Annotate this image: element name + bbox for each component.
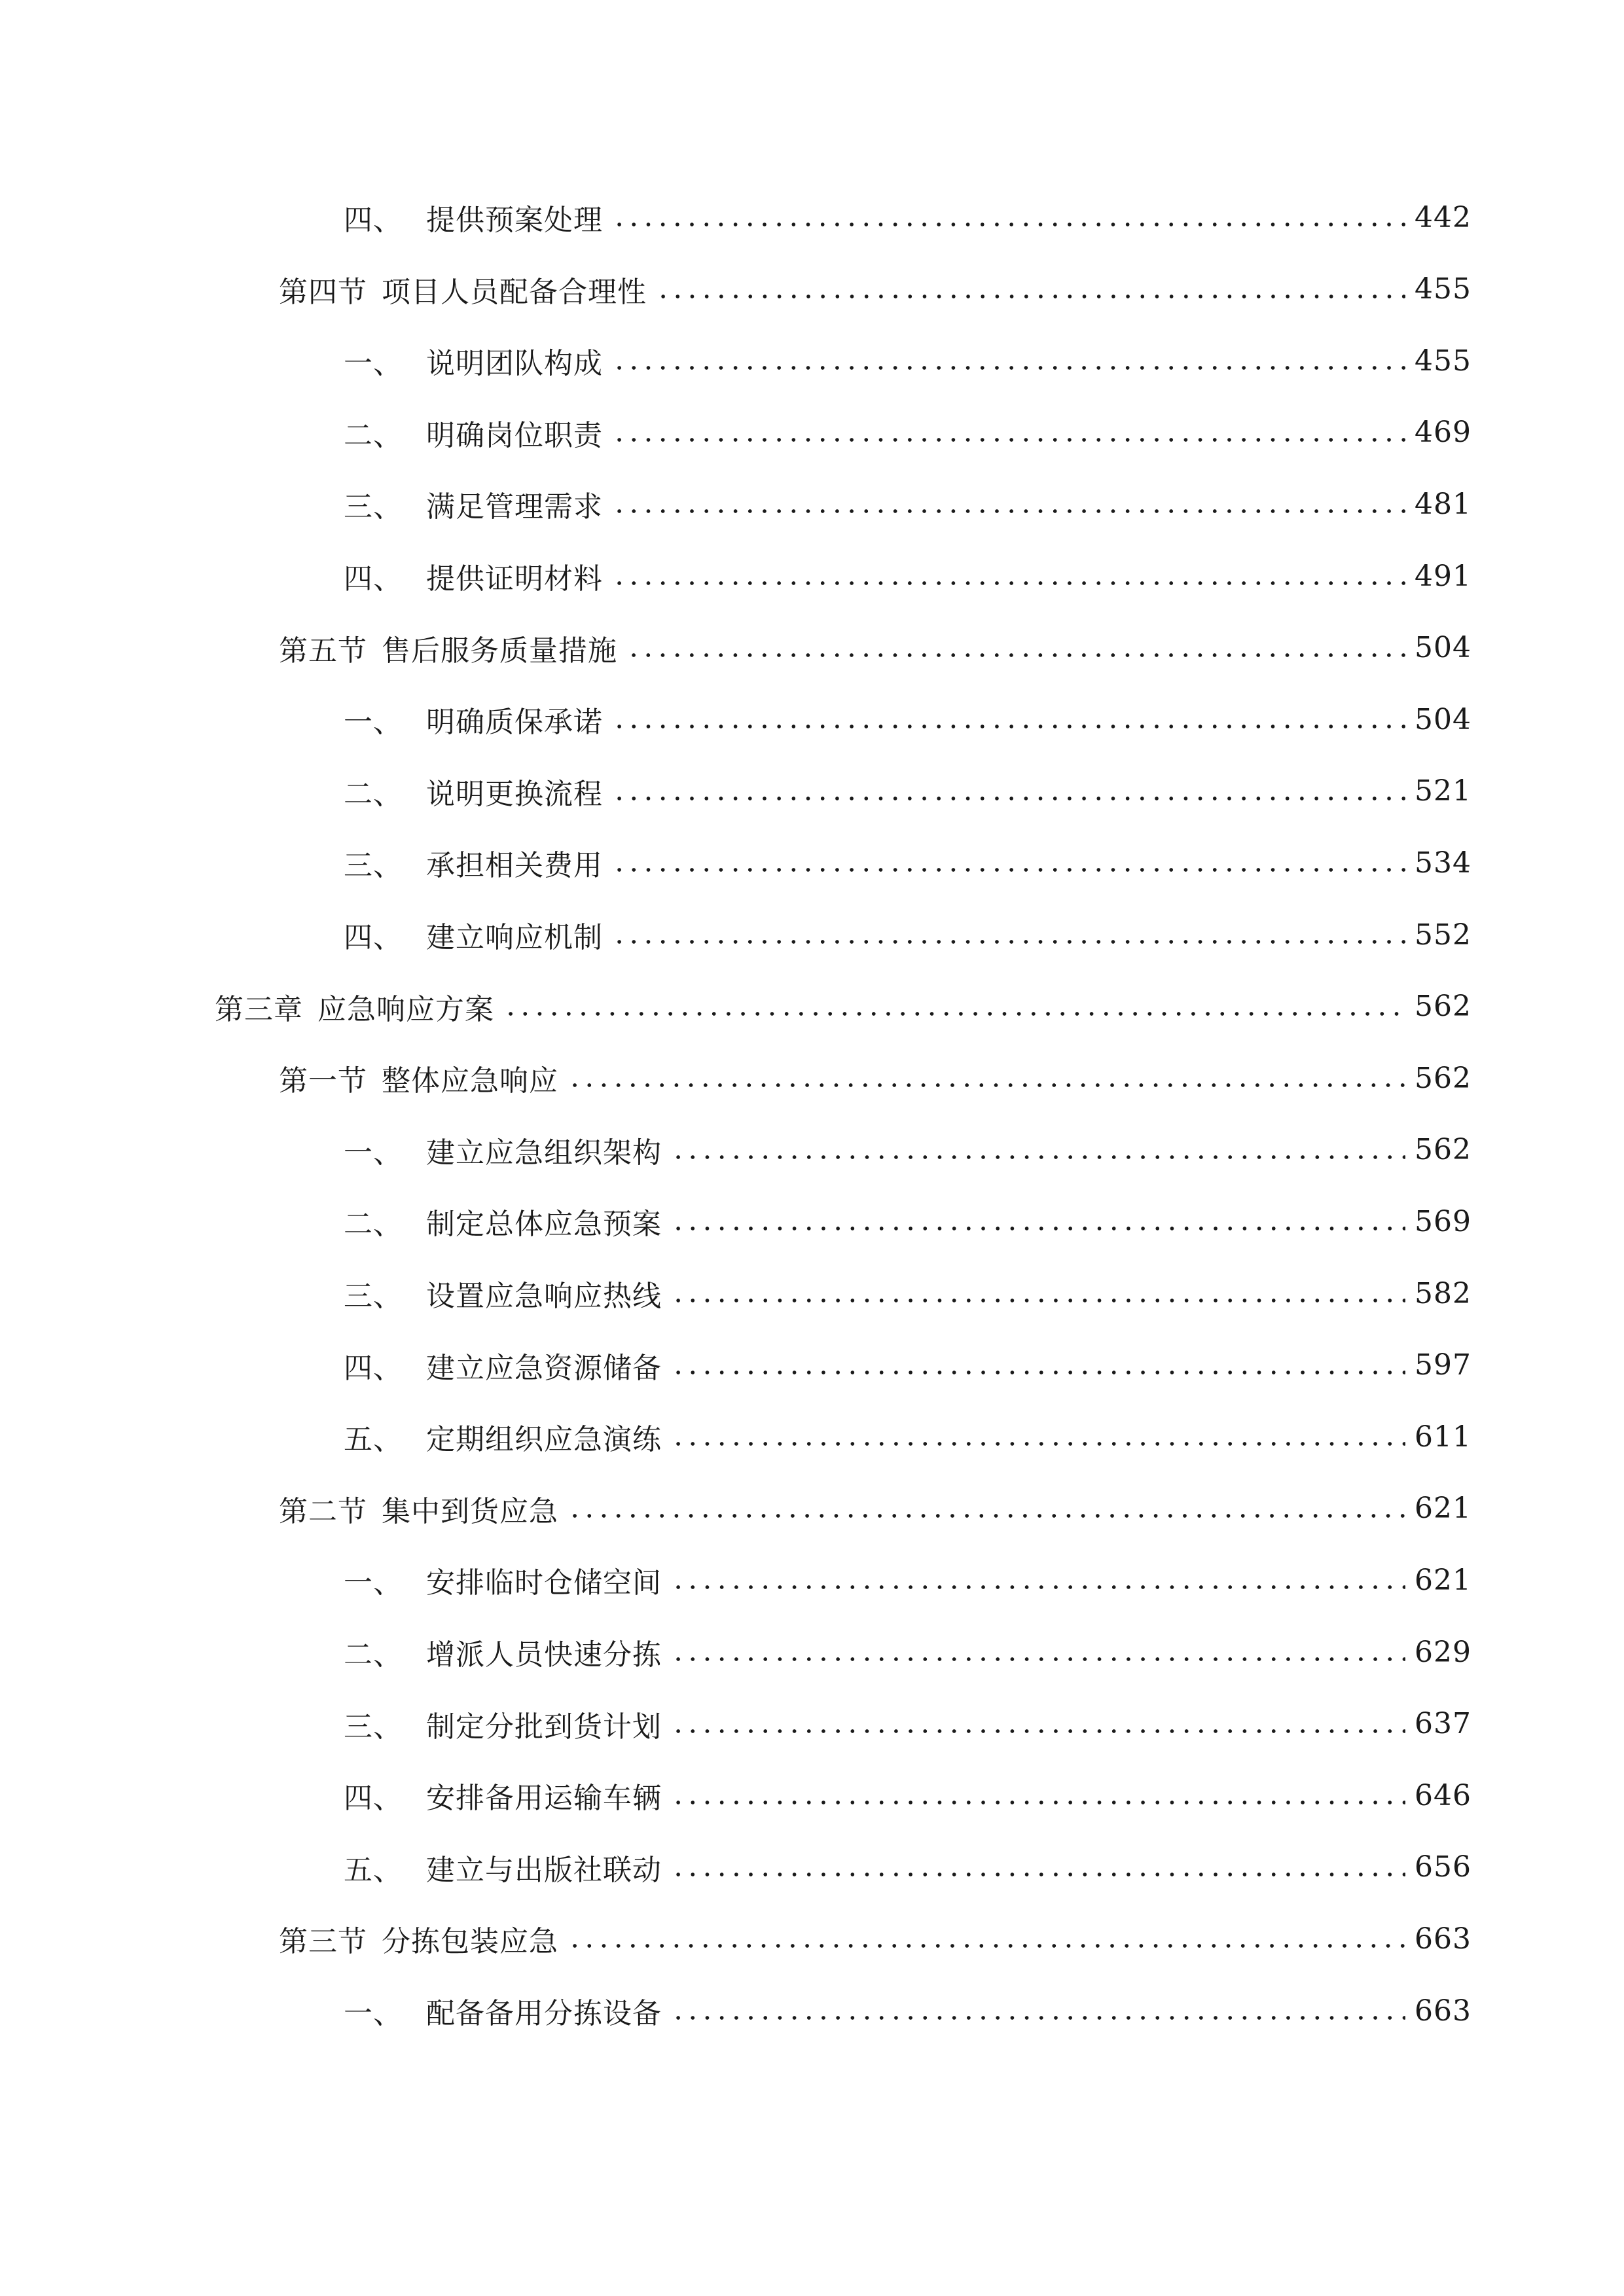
toc-entry-item[interactable] (0, 1698, 1624, 1750)
toc-entry-label (344, 770, 612, 812)
dot-leader (612, 836, 1405, 889)
toc-entry-page-number: 597 (1408, 1348, 1471, 1382)
toc-entry-label (344, 1703, 671, 1745)
toc-entry-title: 集中到货应急 (382, 1494, 558, 1528)
toc-entry-title: 设置应急响应热线 (426, 1280, 662, 1313)
toc-entry-item[interactable] (0, 1554, 1624, 1606)
dot-leader (671, 1339, 1405, 1391)
toc-entry-label (279, 1057, 568, 1099)
dot-leader (612, 693, 1405, 745)
toc-entry-label (344, 555, 612, 597)
toc-entry-number: 五、 (344, 1423, 403, 1457)
toc-entry-section[interactable] (0, 1482, 1624, 1535)
toc-entry-number: 二、 (344, 418, 403, 452)
dot-leader (671, 1410, 1405, 1463)
toc-entry-title: 安排临时仓储空间 (426, 1566, 662, 1600)
toc-entry-page-number: 455 (1408, 272, 1471, 306)
dot-leader (671, 1554, 1405, 1606)
toc-entry-label (344, 1774, 671, 1816)
toc-entry-page-number: 582 (1408, 1277, 1471, 1310)
toc-entry-number: 一、 (344, 1997, 403, 2030)
toc-entry-title: 说明更换流程 (426, 777, 603, 811)
toc-entry-number: 第三节 (279, 1925, 367, 1959)
toc-entry-section[interactable] (0, 622, 1624, 674)
toc-entry-label (344, 1990, 671, 2032)
toc-entry-number: 一、 (344, 347, 403, 381)
toc-entry-label (215, 986, 503, 1028)
toc-entry-page-number: 491 (1408, 560, 1471, 593)
toc-entry-number: 三、 (344, 1280, 403, 1313)
toc-entry-item[interactable] (0, 334, 1624, 387)
dot-leader (612, 550, 1405, 602)
toc-entry-label (344, 1200, 671, 1242)
toc-entry-page-number: 455 (1408, 344, 1471, 378)
toc-entry-title: 提供证明材料 (426, 562, 603, 596)
toc-entry-number: 一、 (344, 706, 403, 740)
toc-entry-label (279, 1488, 568, 1530)
toc-entry-page-number: 504 (1408, 703, 1471, 736)
toc-entry-page-number: 552 (1408, 918, 1471, 952)
dot-leader (671, 1626, 1405, 1678)
toc-entry-label (344, 1416, 671, 1458)
toc-entry-page-number: 504 (1408, 631, 1471, 664)
dot-leader (671, 1124, 1405, 1176)
toc-entry-number: 二、 (344, 1208, 403, 1242)
toc-entry-item[interactable] (0, 406, 1624, 459)
toc-entry-page-number: 646 (1408, 1779, 1471, 1812)
toc-entry-label (344, 914, 612, 956)
toc-entry-number: 第三章 (215, 992, 303, 1026)
toc-entry-title: 建立应急资源储备 (426, 1351, 662, 1385)
toc-entry-item[interactable] (0, 1769, 1624, 1821)
toc-entry-title: 配备备用分拣设备 (426, 1997, 662, 2030)
dot-leader (671, 1984, 1405, 2037)
toc-entry-page-number: 663 (1408, 1994, 1471, 2028)
toc-entry-page-number: 469 (1408, 416, 1471, 449)
toc-entry-page-number: 481 (1408, 488, 1471, 521)
toc-entry-number: 五、 (344, 1853, 403, 1887)
toc-entry-page-number: 637 (1408, 1707, 1471, 1740)
toc-entry-page-number: 521 (1408, 774, 1471, 808)
dot-leader (671, 1195, 1405, 1247)
toc-entry-section[interactable] (0, 263, 1624, 315)
toc-entry-label (344, 340, 612, 382)
toc-entry-number: 二、 (344, 777, 403, 811)
toc-entry-number: 四、 (344, 1351, 403, 1385)
toc-entry-title: 应急响应方案 (317, 992, 494, 1026)
toc-entry-title: 制定总体应急预案 (426, 1208, 662, 1242)
toc-entry-item[interactable] (0, 191, 1624, 243)
toc-entry-title: 建立应急组织架构 (426, 1136, 662, 1170)
toc-entry-page-number: 442 (1408, 201, 1471, 234)
toc-entry-label (344, 1559, 671, 1601)
toc-entry-item[interactable] (0, 908, 1624, 961)
toc-entry-page-number: 562 (1408, 1133, 1471, 1166)
toc-entry-number: 四、 (344, 1782, 403, 1816)
toc-entry-number: 一、 (344, 1136, 403, 1170)
toc-entry-number: 三、 (344, 1710, 403, 1744)
toc-entry-number: 第四节 (279, 275, 367, 309)
toc-entry-title: 建立响应机制 (426, 921, 603, 954)
dot-leader (626, 622, 1405, 674)
dot-leader (612, 191, 1405, 243)
toc-entry-title: 项目人员配备合理性 (382, 275, 647, 309)
toc-entry-label (279, 1918, 568, 1960)
toc-entry-item[interactable] (0, 1124, 1624, 1176)
toc-entry-label (344, 483, 612, 525)
toc-entry-label (344, 698, 612, 740)
dot-leader (671, 1267, 1405, 1319)
toc-entry-item[interactable] (0, 765, 1624, 817)
toc-entry-page-number: 611 (1408, 1420, 1471, 1454)
toc-entry-label (344, 1129, 671, 1171)
toc-entry-label (344, 196, 612, 238)
dot-leader (671, 1698, 1405, 1750)
toc-entry-page-number: 534 (1408, 846, 1471, 880)
toc-entry-label (279, 627, 626, 669)
toc-entry-title: 分拣包装应急 (382, 1925, 558, 1959)
toc-entry-label (344, 1846, 671, 1888)
toc-entry-item[interactable] (0, 1339, 1624, 1391)
toc-entry-item[interactable] (0, 478, 1624, 530)
toc-entry-title: 承担相关费用 (426, 849, 603, 883)
toc-entry-title: 增派人员快速分拣 (426, 1638, 662, 1672)
toc-entry-label (344, 1631, 671, 1673)
toc-entry-label (279, 268, 656, 310)
toc-entry-title: 整体应急响应 (382, 1064, 558, 1098)
toc-entry-number: 三、 (344, 849, 403, 883)
toc-entry-page-number: 562 (1408, 1062, 1471, 1095)
toc-entry-number: 第二节 (279, 1494, 367, 1528)
toc-entry-number: 三、 (344, 490, 403, 524)
toc-entry-item[interactable] (0, 550, 1624, 602)
toc-entry-page-number: 569 (1408, 1205, 1471, 1238)
toc-entry-title: 建立与出版社联动 (426, 1853, 662, 1887)
dot-leader (671, 1769, 1405, 1821)
toc-entry-page-number: 562 (1408, 990, 1471, 1023)
toc-entry-page-number: 663 (1408, 1922, 1471, 1956)
toc-entry-page-number: 656 (1408, 1850, 1471, 1884)
toc-entry-page-number: 629 (1408, 1636, 1471, 1669)
toc-entry-title: 制定分批到货计划 (426, 1710, 662, 1744)
toc-entry-label (344, 412, 612, 454)
toc-entry-label (344, 1344, 671, 1386)
toc-entry-item[interactable] (0, 1984, 1624, 2037)
toc-entry-title: 明确质保承诺 (426, 706, 603, 740)
toc-entry-title: 提供预案处理 (426, 204, 603, 237)
toc-entry-title: 售后服务质量措施 (382, 634, 617, 668)
toc-entry-title: 满足管理需求 (426, 490, 603, 524)
toc-entry-item[interactable] (0, 1267, 1624, 1319)
dot-leader (568, 1912, 1405, 1965)
dot-leader (503, 980, 1405, 1033)
dot-leader (656, 263, 1405, 315)
toc-entry-number: 二、 (344, 1638, 403, 1672)
dot-leader (612, 908, 1405, 961)
dot-leader (612, 478, 1405, 530)
toc-entry-page-number: 621 (1408, 1492, 1471, 1525)
dot-leader (568, 1052, 1405, 1104)
toc-entry-section[interactable] (0, 1912, 1624, 1965)
toc-entry-number: 四、 (344, 562, 403, 596)
toc-entry-item[interactable] (0, 1626, 1624, 1678)
toc-entry-number: 第一节 (279, 1064, 367, 1098)
toc-entry-label (344, 842, 612, 884)
dot-leader (568, 1482, 1405, 1535)
toc-entry-number: 四、 (344, 204, 403, 237)
dot-leader (612, 765, 1405, 817)
toc-entry-number: 四、 (344, 921, 403, 954)
toc-entry-number: 一、 (344, 1566, 403, 1600)
toc-entry-title: 说明团队构成 (426, 347, 603, 381)
dot-leader (612, 406, 1405, 459)
dot-leader (671, 1841, 1405, 1893)
toc-entry-section[interactable] (0, 1052, 1624, 1104)
dot-leader (612, 334, 1405, 387)
toc-entry-title: 定期组织应急演练 (426, 1423, 662, 1457)
toc-entry-chapter[interactable] (0, 980, 1624, 1033)
toc-entry-item[interactable] (0, 1195, 1624, 1247)
toc-entry-page-number: 621 (1408, 1564, 1471, 1597)
toc-entry-title: 安排备用运输车辆 (426, 1782, 662, 1816)
toc-entry-item[interactable] (0, 1410, 1624, 1463)
toc-entry-item[interactable] (0, 836, 1624, 889)
toc-entry-number: 第五节 (279, 634, 367, 668)
toc-entry-item[interactable] (0, 693, 1624, 745)
toc-entry-item[interactable] (0, 1841, 1624, 1893)
toc-entry-title: 明确岗位职责 (426, 418, 603, 452)
toc-entry-label (344, 1272, 671, 1314)
